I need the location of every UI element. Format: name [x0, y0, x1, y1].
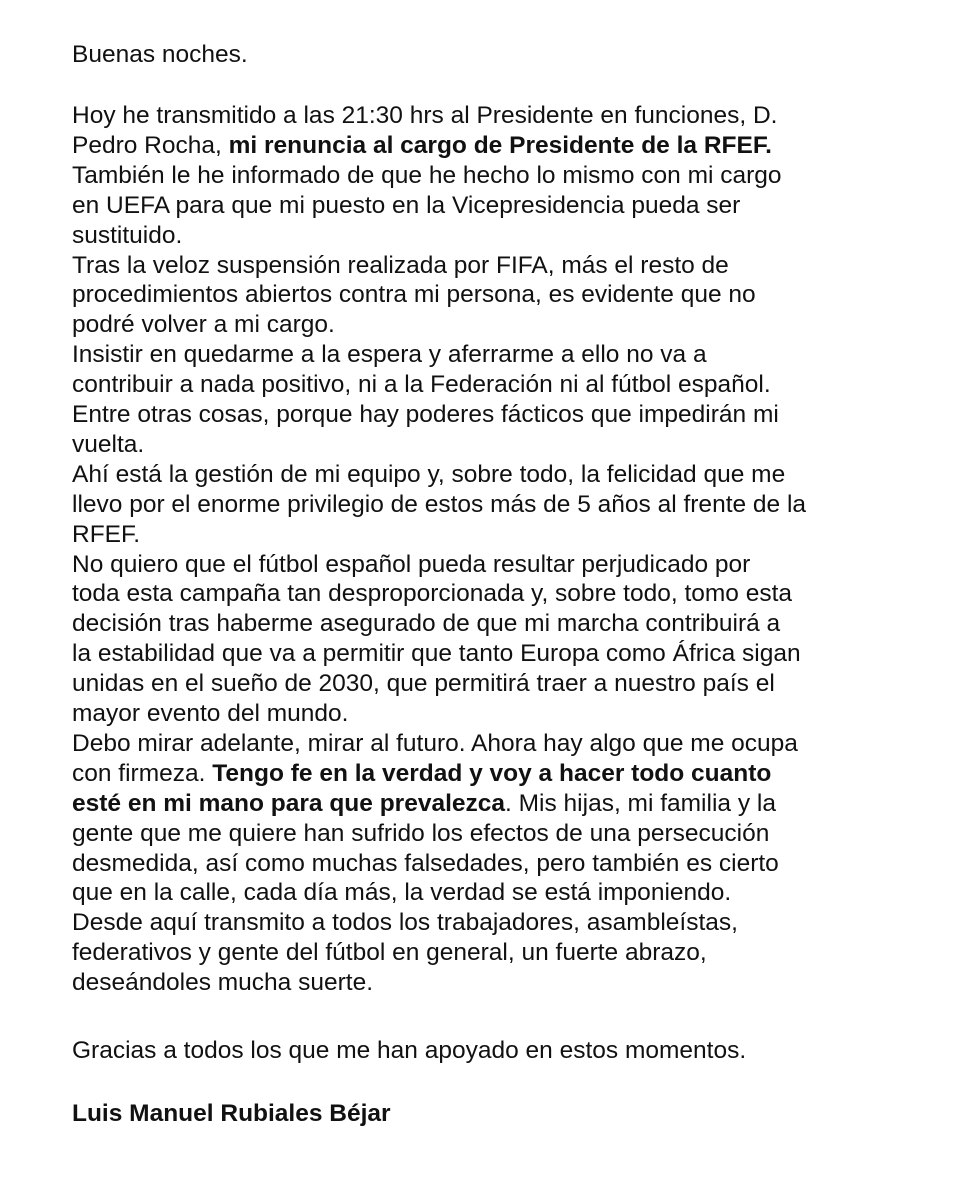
text-segment: No quiero que el fútbol español pueda resultar perjudicado por — [72, 550, 751, 578]
text-segment: Hoy he transmitido a las 21:30 hrs al Presidente en funciones, D. — [72, 102, 778, 129]
text-segment: Entre otras cosas, porque hay poderes fácticos que impedirán mi — [72, 401, 779, 428]
body-line — [72, 460, 785, 490]
text-segment: con firmeza. — [72, 759, 213, 787]
body-line — [72, 310, 335, 340]
body-line — [72, 849, 779, 879]
body-line — [72, 759, 771, 789]
text-segment: podré volver a mi cargo. — [72, 311, 335, 339]
body-line — [72, 221, 182, 251]
text-segment: deseándoles mucha suerte. — [72, 969, 373, 997]
text-segment: unidas en el sueño de 2030, que permitirá traer a nuestro país el — [72, 670, 775, 698]
text-segment: que en la calle, cada día más, la verdad se está imponiendo. — [72, 879, 732, 907]
text-segment: decisión tras haberme asegurado de que mi marcha contribuirá a — [72, 610, 781, 638]
body-line — [72, 400, 779, 430]
text-segment: . Mis hijas, mi familia y la — [505, 789, 776, 817]
text-segment: vuelta. — [72, 430, 145, 458]
text-segment: toda esta campaña tan desproporcionada y, sobre todo, tomo esta — [72, 580, 793, 608]
body-line — [72, 550, 750, 580]
text-segment: mayor evento del mundo. — [72, 700, 349, 727]
body-line — [72, 729, 798, 759]
text-segment: RFEF. — [72, 520, 141, 548]
text-segment: Ahí está la gestión de mi equipo y, sobre todo, la felicidad que me — [72, 460, 786, 488]
signature: Luis Manuel Rubiales Béjar — [72, 1100, 391, 1127]
body-line — [72, 609, 780, 639]
bold-text: esté en mi mano para que prevalezca — [72, 789, 506, 817]
text-segment: en UEFA para que mi puesto en la Vicepresidencia pueda ser — [72, 191, 741, 219]
body-line — [72, 430, 144, 460]
body-line — [72, 639, 801, 669]
body-line — [72, 131, 772, 161]
text-segment: Pedro Rocha, — [72, 131, 229, 159]
body-line — [72, 878, 731, 908]
text-segment: También le he informado de que he hecho lo mismo con mi cargo — [72, 161, 782, 189]
text-segment: federativos y gente del fútbol en general, un fuerte abrazo, — [72, 939, 707, 967]
closing-line: Gracias a todos los que me han apoyado en estos momentos. — [72, 1037, 747, 1064]
body-line — [72, 101, 777, 131]
body-line — [72, 490, 806, 520]
text-segment: Insistir en quedarme a la espera y aferrarme a ello no va a — [72, 341, 707, 369]
body-line — [72, 819, 769, 849]
body-line — [72, 340, 707, 370]
greeting: Buenas noches. — [72, 41, 248, 68]
text-segment: gente que me quiere han sufrido los efectos de una persecución — [72, 819, 770, 847]
text-segment: la estabilidad que va a permitir que tanto Europa como África sigan — [72, 640, 801, 668]
body-line — [72, 699, 348, 729]
body-line — [72, 669, 775, 699]
body-line — [72, 280, 756, 310]
body-line — [72, 191, 740, 221]
text-segment: sustituido. — [72, 221, 183, 249]
bold-text: mi renuncia al cargo de Presidente de la RFEF. — [228, 131, 772, 159]
body-line — [72, 370, 771, 400]
body-line — [72, 908, 738, 938]
body-line — [72, 938, 707, 968]
text-segment: procedimientos abiertos contra mi persona, es evidente que no — [72, 281, 756, 309]
body-line — [72, 251, 729, 281]
bold-text: Tengo fe en la verdad y voy a hacer todo cuanto — [212, 759, 772, 787]
text-segment: llevo por el enorme privilegio de estos más de 5 años al frente de la — [72, 490, 807, 518]
body-line — [72, 579, 792, 609]
text-segment: Desde aquí transmito a todos los trabajadores, asambleístas, — [72, 909, 738, 937]
text-segment: contribuir a nada positivo, ni a la Federación ni al fútbol español. — [72, 371, 771, 399]
body-line — [72, 161, 782, 191]
body-line — [72, 520, 140, 550]
text-segment: desmedida, así como muchas falsedades, pero también es cierto — [72, 849, 779, 877]
text-segment: Debo mirar adelante, mirar al futuro. Ahora hay algo que me ocupa — [72, 729, 798, 757]
body-line — [72, 789, 776, 819]
body-line — [72, 968, 373, 998]
text-segment: Tras la veloz suspensión realizada por FIFA, más el resto de — [72, 251, 729, 279]
